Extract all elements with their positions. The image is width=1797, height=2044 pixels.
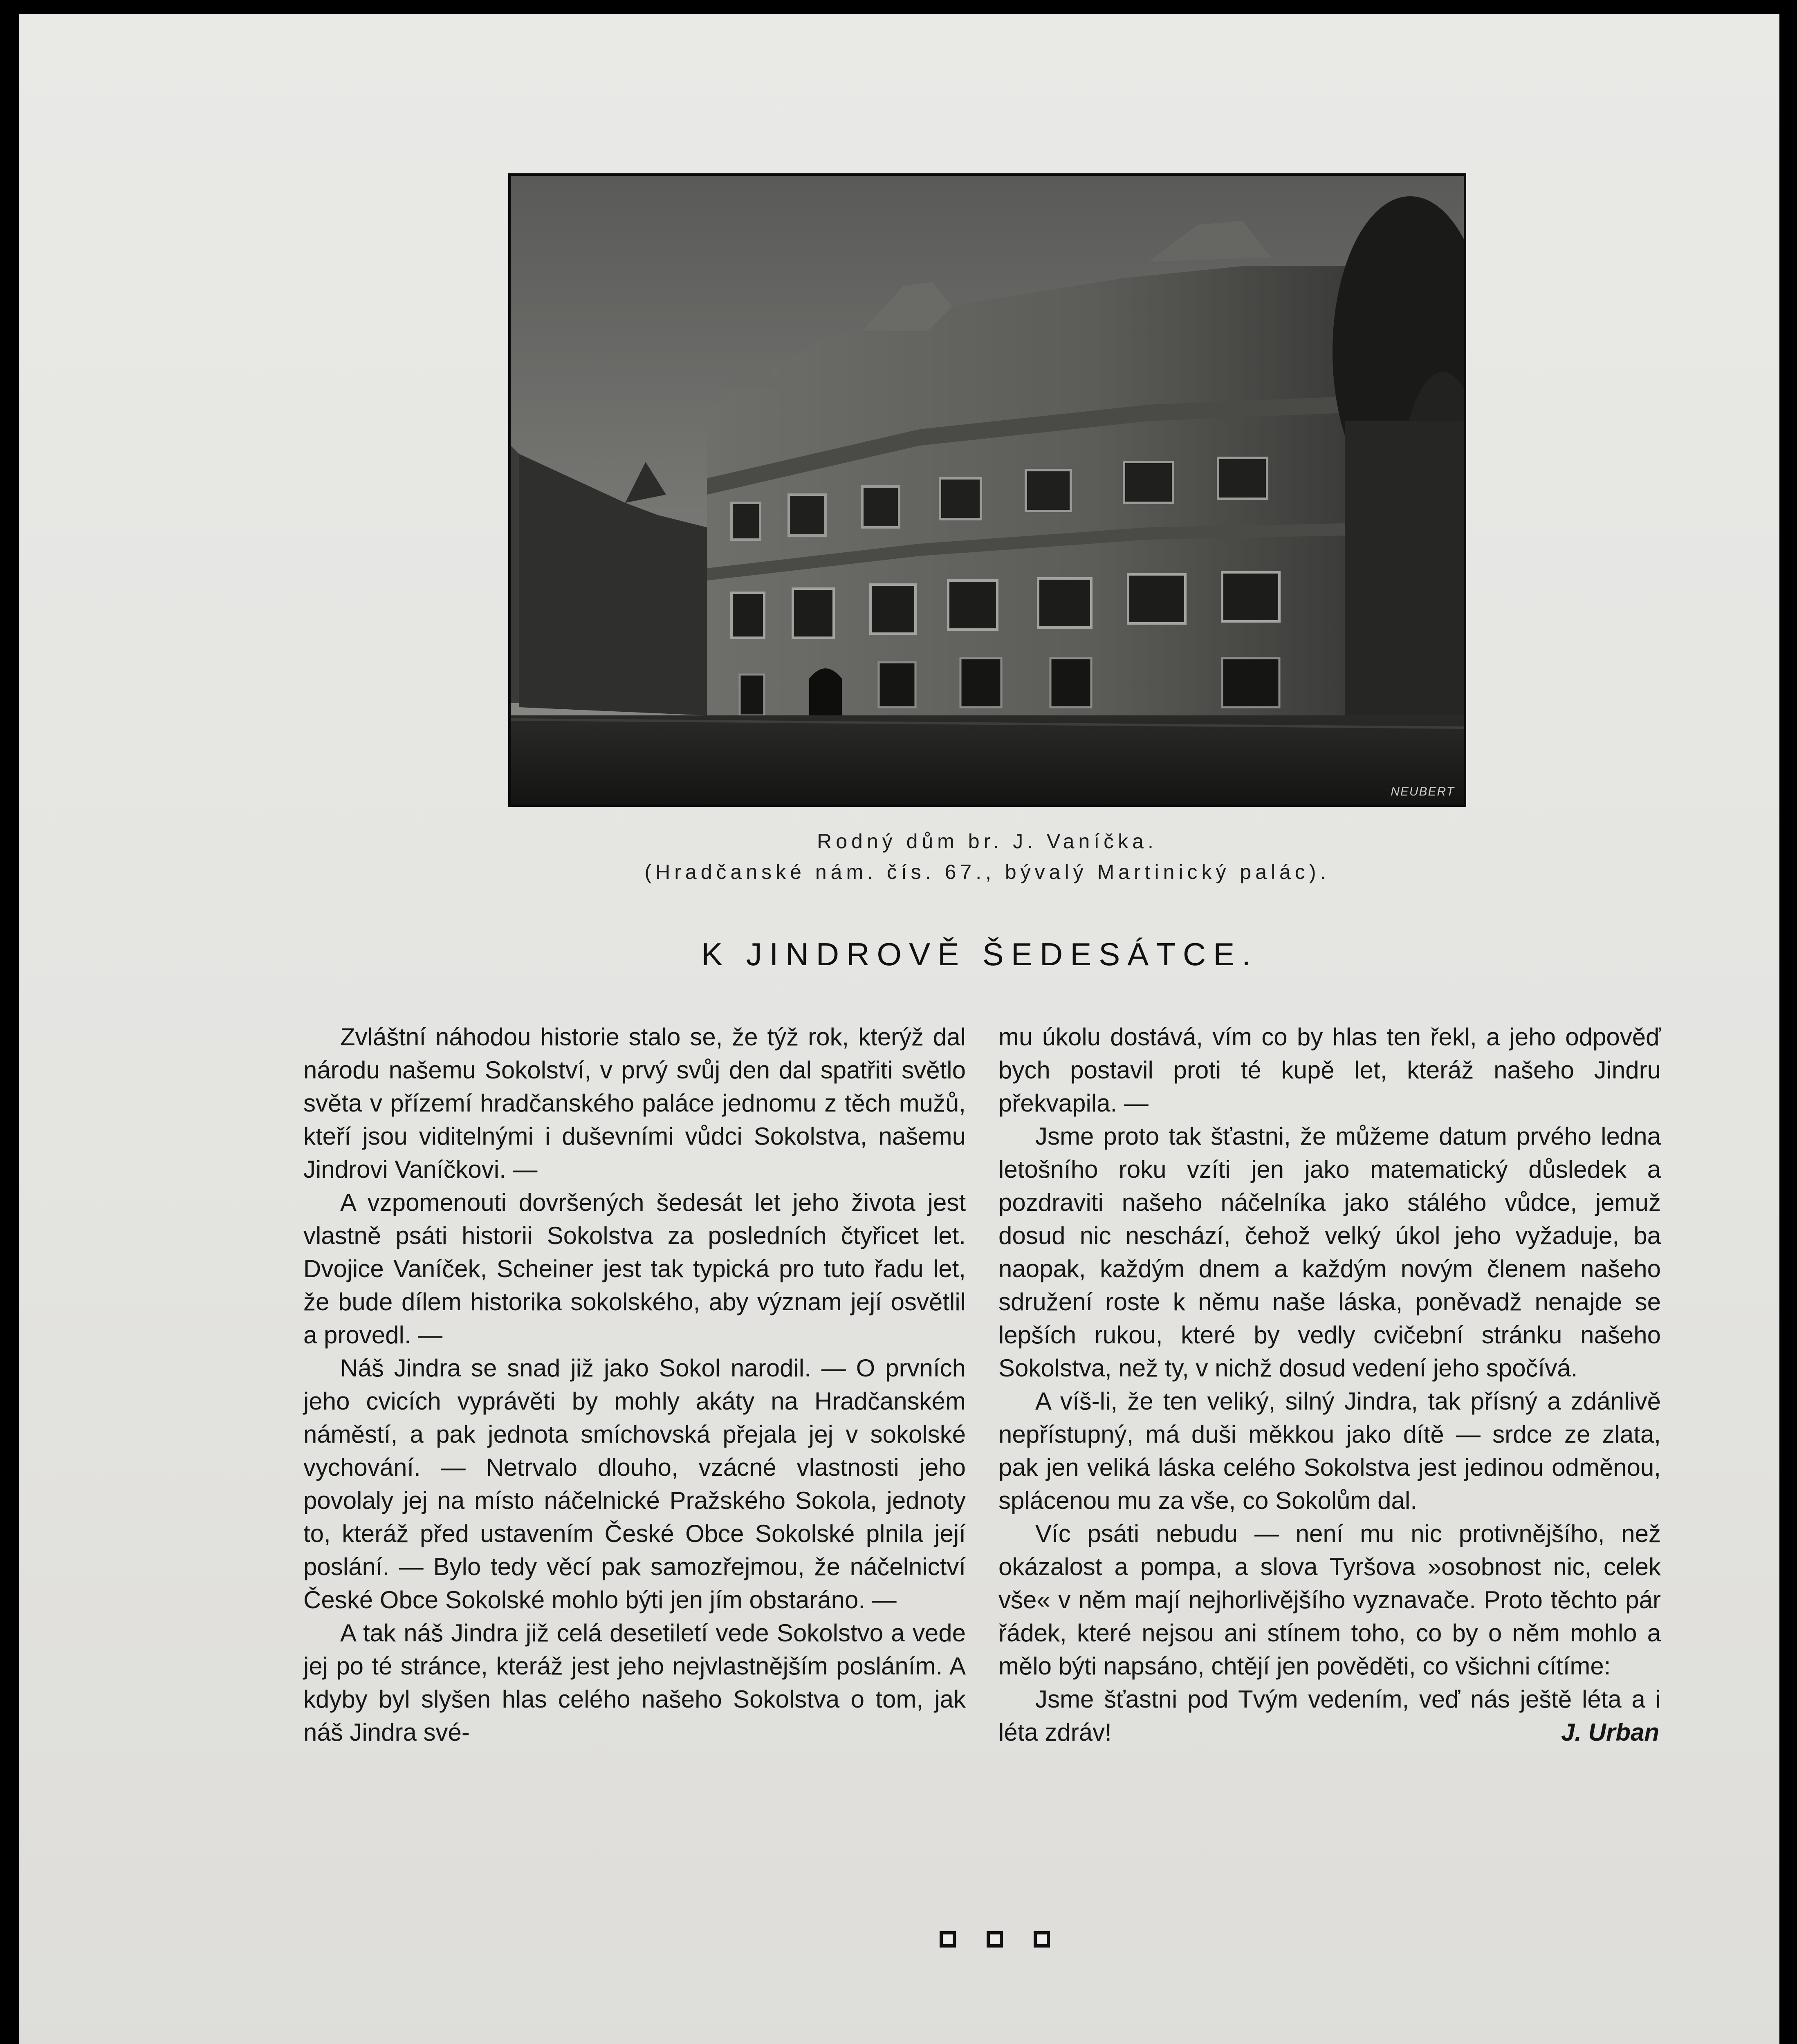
- article-title: K JINDROVĚ ŠEDESÁTCE.: [701, 936, 1258, 972]
- paragraph: Zvláštní náhodou historie stalo se, že týž rok, kterýž dal národu našemu Sokolství, v prvý svůj den dal spatřiti světlo světa v přízemí hradčanského paláce jednomu z těch mužů, kteří jsou viditelnými i duševními vůdci Sokolstva, našemu Jindrovi Vaníčkovi. —: [303, 1023, 966, 1183]
- building-illustration: [511, 176, 1464, 805]
- square-ornament-icon: [1034, 1931, 1050, 1948]
- page-sheet: [19, 14, 1779, 2044]
- paragraph: A tak náš Jindra již celá desetiletí vede Sokolstvo a vede jej po té stránce, kteráž jest jeho nejvlastnějším posláním. A kdyby byl slyšen hlas celého našeho Sokolstva o tom, jak náš Jindra své-: [303, 1619, 966, 1746]
- paragraph: Jsme proto tak šťastni, že můžeme datum prvého ledna letošního roku vzíti jen jako matematický důsledek a pozdraviti našeho náčelníka jako stálého vůdce, jemuž dosud nic neschází, čehož velký úkol jeho vyžaduje, ba naopak, každým dnem a každým novým členem našeho sdružení roste k němu naše láska, poněvadž nenajde se lepších rukou, které by vedly cvičební stránku našeho Sokolstva, než ty, v nichž dosud vedení jeho spočívá.: [998, 1123, 1661, 1382]
- article-column-left: [303, 1020, 966, 1749]
- section-divider: [940, 1931, 1050, 1948]
- paragraph: A víš-li, že ten veliký, silný Jindra, tak přísný a zdánlivě nepřístupný, má duši měkkou jako dítě — srdce ze zlata, pak jen veliká láska celého Sokolstva jest jedinou odměnou, splácenou mu za vše, co Sokolům dal.: [998, 1387, 1661, 1514]
- author-signature: J. Urban: [1561, 1719, 1659, 1746]
- square-ornament-icon: [987, 1931, 1003, 1948]
- article-column-right: [998, 1020, 1661, 1749]
- paragraph: Jsme šťastni pod Tvým vedením, veď nás ještě léta a i léta zdráv!: [998, 1685, 1661, 1746]
- paragraph: Víc psáti nebudu — není mu nic protivnějšího, než okázalost a pompa, a slova Tyršova »osobnost nic, celek vše« v něm mají nejhorlivějšího vyznavače. Proto těchto pár řádek, které nejsou ani stínem toho, co by o něm mohlo a mělo býti napsáno, chtějí jen pověděti, co všichni cítíme:: [998, 1520, 1661, 1680]
- paragraph: Náš Jindra se snad již jako Sokol narodil. — O prvních jeho cvicích vyprávěti by mohly akáty na Hradčanském náměstí, a pak jednota smíchovská přejala jej v sokolské vychování. — Netrvalo dlouho, vzácné vlastnosti jeho povolaly jej na místo náčelnické Pražského Sokola, jednoty to, kteráž před ustavením České Obce Sokolské plnila její poslání. — Bylo tedy věcí pak samozřejmou, že náčelnictví České Obce Sokolské mohlo býti jen jím obstaráno. —: [303, 1354, 966, 1614]
- photo-caption-line-1: Rodný dům br. J. Vaníčka.: [817, 830, 1158, 853]
- engraver-signature: NEUBERT: [1391, 785, 1455, 798]
- paragraph: A vzpomenouti dovršených šedesát let jeho života jest vlastně psáti historii Sokolstva za posledních čtyřicet let. Dvojice Vaníček, Scheiner jest tak typická pro tuto řadu let, že bude dílem historika sokolského, aby význam její osvětlil a provedl. —: [303, 1189, 966, 1349]
- photo-caption-line-2: (Hradčanské nám. čís. 67., bývalý Martinický palác).: [644, 861, 1330, 883]
- building-photo: [508, 173, 1466, 807]
- square-ornament-icon: [940, 1931, 956, 1948]
- paragraph: mu úkolu dostává, vím co by hlas ten řekl, a jeho odpověď bych postavil proti té kupě let, kteráž našeho Jindru překvapila. —: [998, 1023, 1661, 1117]
